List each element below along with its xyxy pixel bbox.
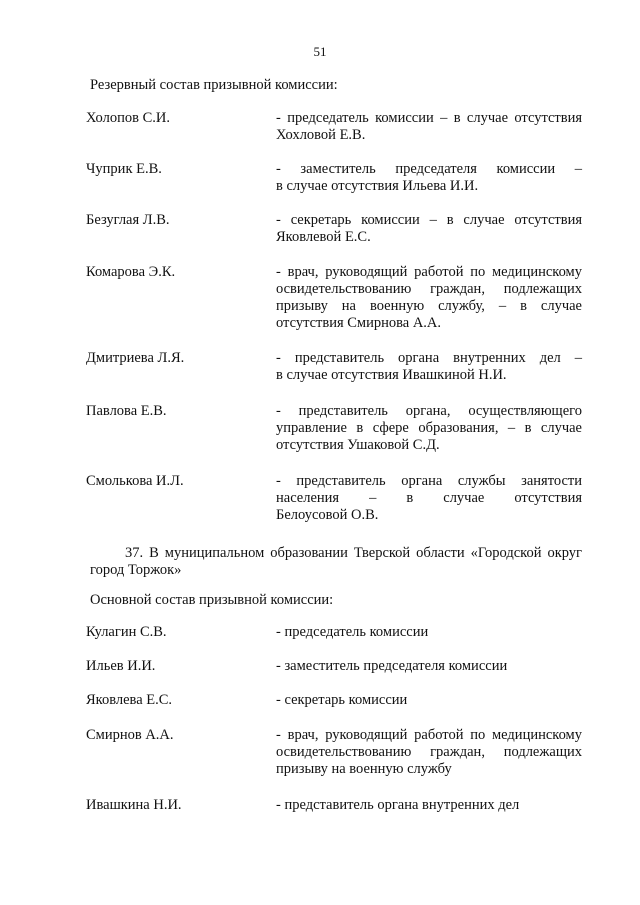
role-line: - председатель комиссии – в случае отсутствия <box>276 110 582 126</box>
role-line: Хохловой Е.В. <box>276 127 366 143</box>
member-name: Кулагин С.В. <box>86 624 167 640</box>
role-line: - заместитель председателя комиссии – <box>276 161 582 177</box>
role-line: - представитель органа внутренних дел <box>276 797 520 813</box>
member-role <box>276 110 582 144</box>
role-line: освидетельствованию граждан, подлежащих <box>276 281 582 297</box>
role-line: управление в сфере образования, – в случае <box>276 420 582 436</box>
role-line: - председатель комиссии <box>276 624 429 640</box>
member-name: Смирнов А.А. <box>86 727 174 743</box>
member-name: Яковлева Е.С. <box>86 692 173 708</box>
member-role <box>276 473 582 524</box>
member-role <box>276 797 582 814</box>
role-line: - секретарь комиссии <box>276 692 408 708</box>
reserve-heading: Резервный состав призывной комиссии: <box>90 77 338 93</box>
role-line: в случае отсутствия Ивашкиной Н.И. <box>276 367 507 383</box>
member-name: Холопов С.И. <box>86 110 170 126</box>
member-role <box>276 624 582 641</box>
role-line: населения – в случае отсутствия <box>276 490 582 506</box>
section-37-line-1: 37. В муниципальном образовании Тверской области «Городской округ <box>125 545 582 561</box>
member-name: Дмитриева Л.Я. <box>86 350 185 366</box>
member-role <box>276 658 582 675</box>
member-role <box>276 264 582 332</box>
role-line: призыву на военную службу <box>276 761 452 777</box>
role-line: - представитель органа, осуществляющего <box>276 403 582 419</box>
role-line: - заместитель председателя комиссии <box>276 658 508 674</box>
role-line: - врач, руководящий работой по медицинскому <box>276 727 582 743</box>
role-line: освидетельствованию граждан, подлежащих <box>276 744 582 760</box>
role-line: в случае отсутствия Ильева И.И. <box>276 178 479 194</box>
role-line: - секретарь комиссии – в случае отсутствия <box>276 212 582 228</box>
role-line: Белоусовой О.В. <box>276 507 379 523</box>
member-name: Комарова Э.К. <box>86 264 176 280</box>
role-line: - представитель органа внутренних дел – <box>276 350 582 366</box>
member-role <box>276 403 582 454</box>
role-line: Яковлевой Е.С. <box>276 229 371 245</box>
member-role <box>276 161 582 195</box>
member-role <box>276 350 582 384</box>
main-heading: Основной состав призывной комиссии: <box>90 592 334 608</box>
role-line: отсутствия Смирнова А.А. <box>276 315 442 331</box>
member-name: Безуглая Л.В. <box>86 212 170 228</box>
member-role <box>276 692 582 709</box>
member-role <box>276 727 582 778</box>
member-name: Ивашкина Н.И. <box>86 797 182 813</box>
member-role <box>276 212 582 246</box>
role-line: призыву на военную службу, – в случае <box>276 298 582 314</box>
role-line: - врач, руководящий работой по медицинскому <box>276 264 582 280</box>
section-37 <box>90 545 582 579</box>
member-name: Смолькова И.Л. <box>86 473 184 489</box>
section-37-line-2: город Торжок» <box>90 562 182 578</box>
role-line: отсутствия Ушаковой С.Д. <box>276 437 440 453</box>
role-line: - представитель органа службы занятости <box>276 473 582 489</box>
page-number: 51 <box>313 44 327 59</box>
member-name: Павлова Е.В. <box>86 403 167 419</box>
member-name: Чуприк Е.В. <box>86 161 162 177</box>
member-name: Ильев И.И. <box>86 658 156 674</box>
